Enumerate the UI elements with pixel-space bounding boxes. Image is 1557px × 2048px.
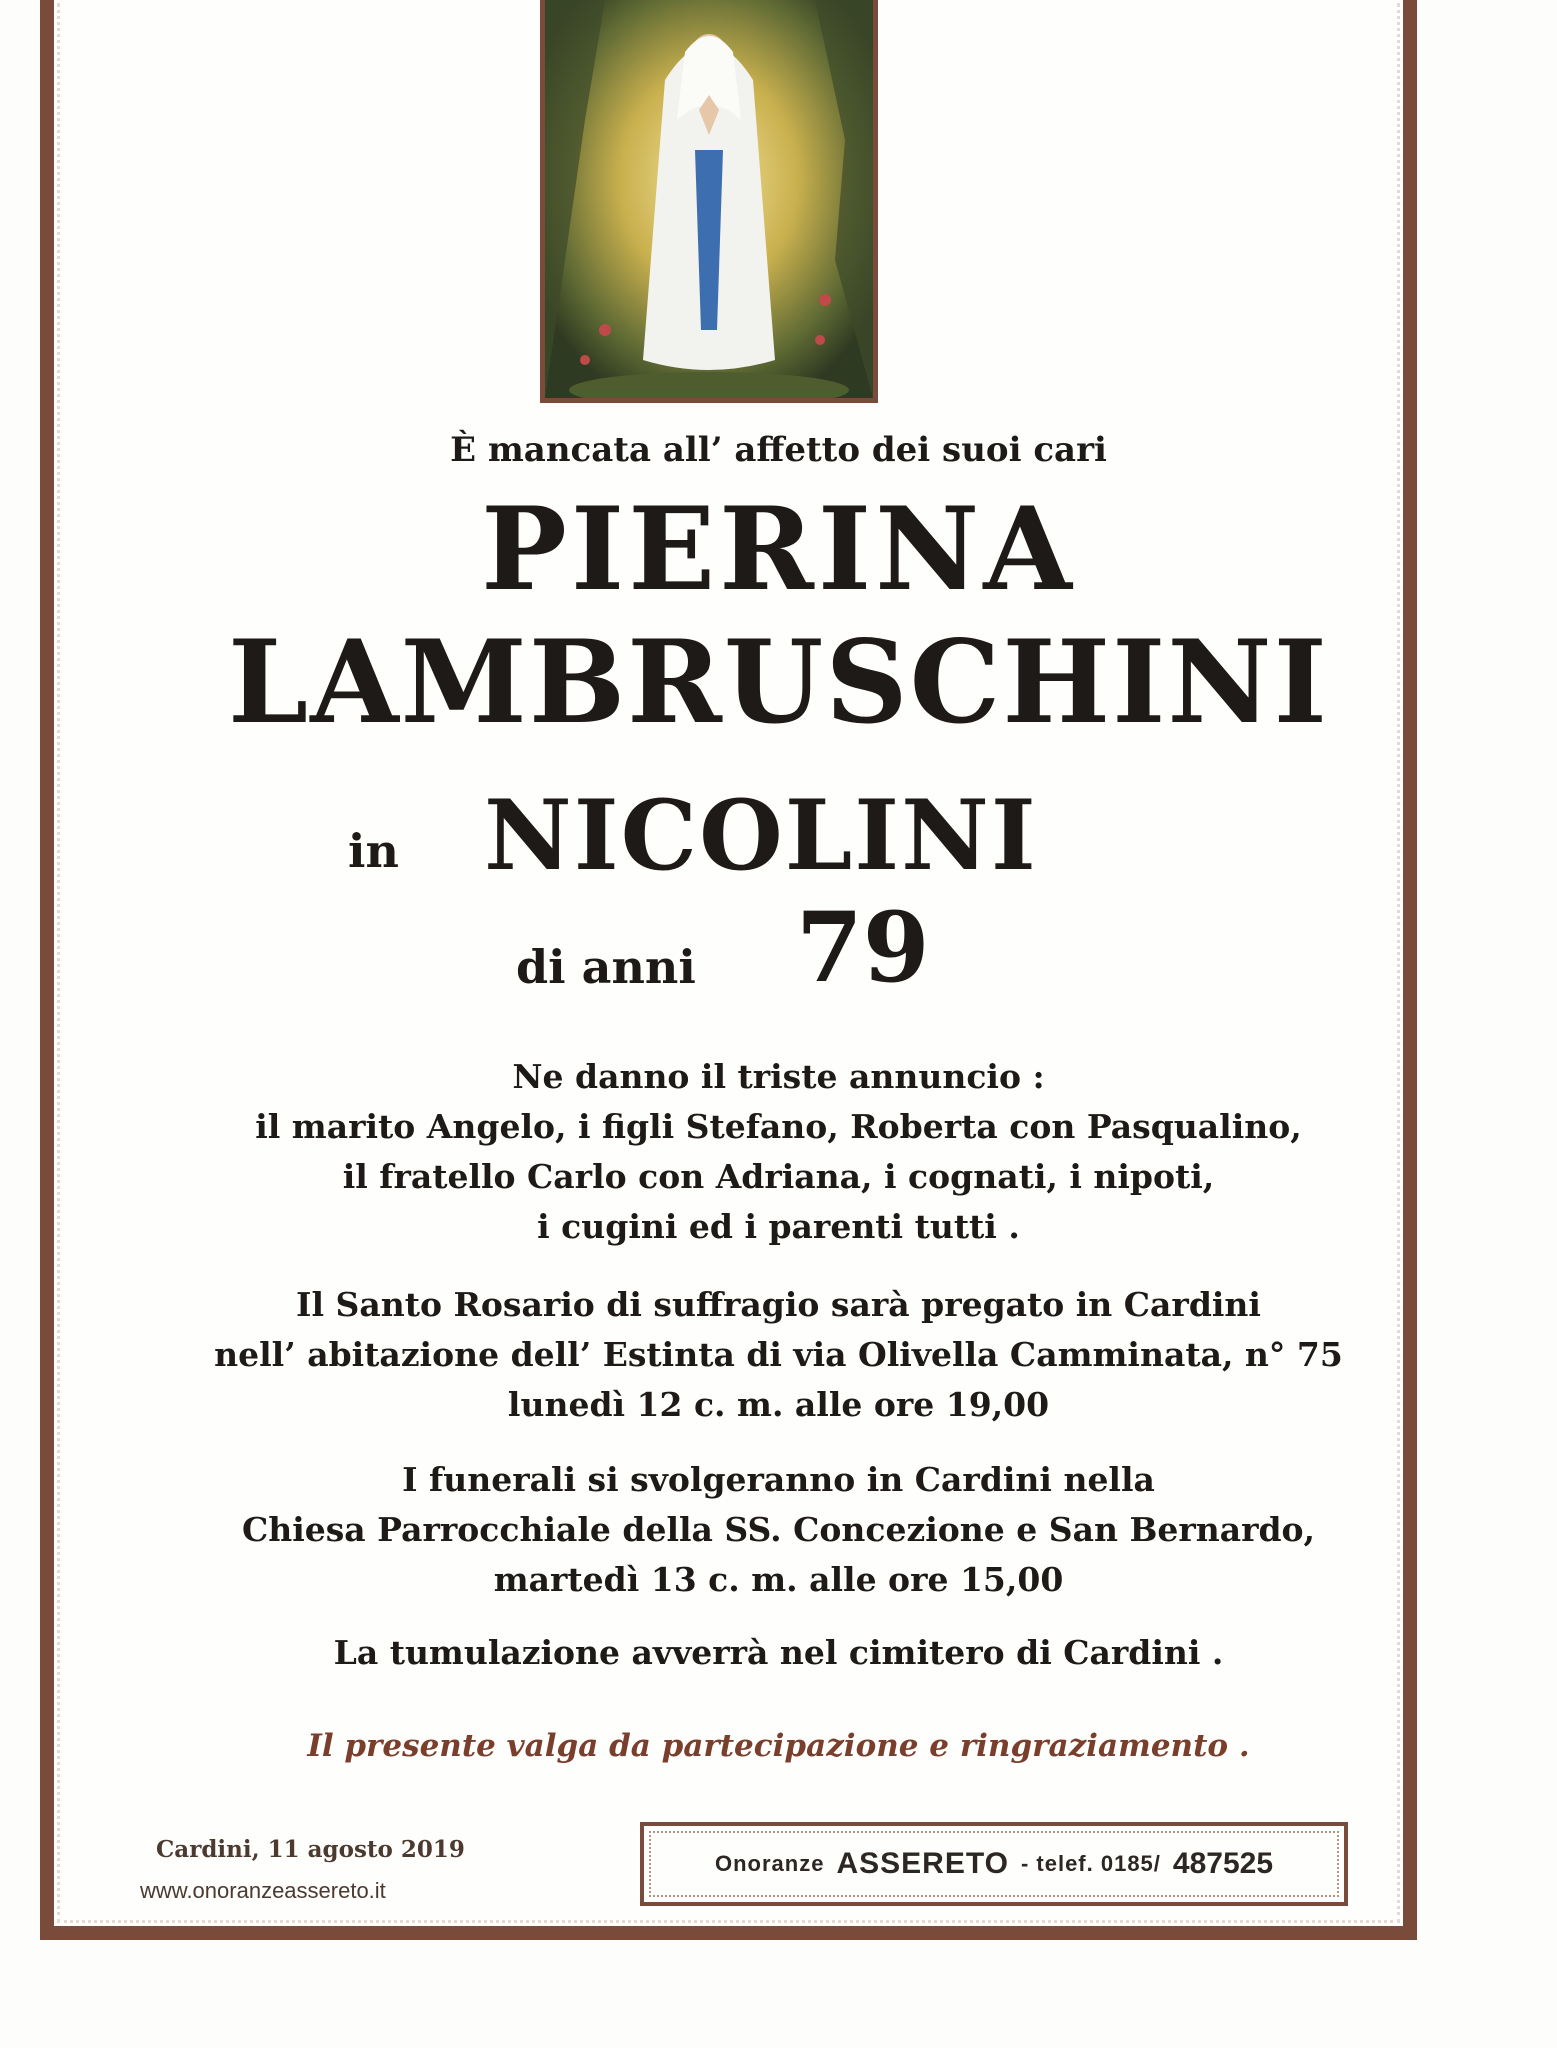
deceased-surname: LAMBRUSCHINI [228,615,1329,749]
announcement-line: Ne danno il triste annuncio : [512,1057,1045,1096]
funeral-line: martedì 13 c. m. alle ore 15,00 [493,1560,1064,1599]
madonna-image [540,0,878,403]
married-name: NICOLINI [484,779,1038,892]
phone-label: - telef. 0185/ [1020,1851,1161,1876]
announcement-line: il marito Angelo, i figli Stefano, Roberta con Pasqualino, [255,1107,1302,1146]
rosary-paragraph [0,1280,1557,1430]
age-label: di anni [516,940,696,994]
funeral-line: Chiesa Parrocchiale della SS. Concezione e San Bernardo, [241,1510,1316,1549]
age-line [0,891,1557,1010]
announcement-line: i cugini ed i parenti tutti . [537,1207,1020,1246]
phone-number[interactable]: 487525 [1172,1847,1274,1880]
married-name-line [0,779,1557,898]
funeral-line: I funerali si svolgeranno in Cardini nella [402,1460,1155,1499]
funeral-home-box [640,1822,1348,1906]
notice-date: Cardini, 11 agosto 2019 [156,1836,465,1863]
company-prefix: Onoranze [714,1851,825,1876]
funeral-paragraph [0,1455,1557,1605]
age-value: 79 [796,891,930,1004]
company-name: ASSERETO [836,1847,1009,1880]
website-link[interactable]: www.onoranzeassereto.it [140,1878,386,1903]
deceased-first-name: PIERINA [481,482,1076,616]
rosary-line: nell’ abitazione dell’ Estinta di via Olivella Camminata, n° 75 [214,1335,1343,1374]
thanks-text: Il presente valga da partecipazione e ringraziamento . [307,1728,1250,1764]
intro-text: È mancata all’ affetto dei suoi cari [450,430,1107,470]
rosary-line: lunedì 12 c. m. alle ore 19,00 [507,1385,1050,1424]
announcement-paragraph [0,1052,1557,1252]
burial-text: La tumulazione avverrà nel cimitero di Cardini . [333,1633,1224,1672]
married-prefix: in [348,824,399,878]
rosary-line: Il Santo Rosario di suffragio sarà pregato in Cardini [296,1285,1261,1324]
announcement-line: il fratello Carlo con Adriana, i cognati, i nipoti, [342,1157,1215,1196]
